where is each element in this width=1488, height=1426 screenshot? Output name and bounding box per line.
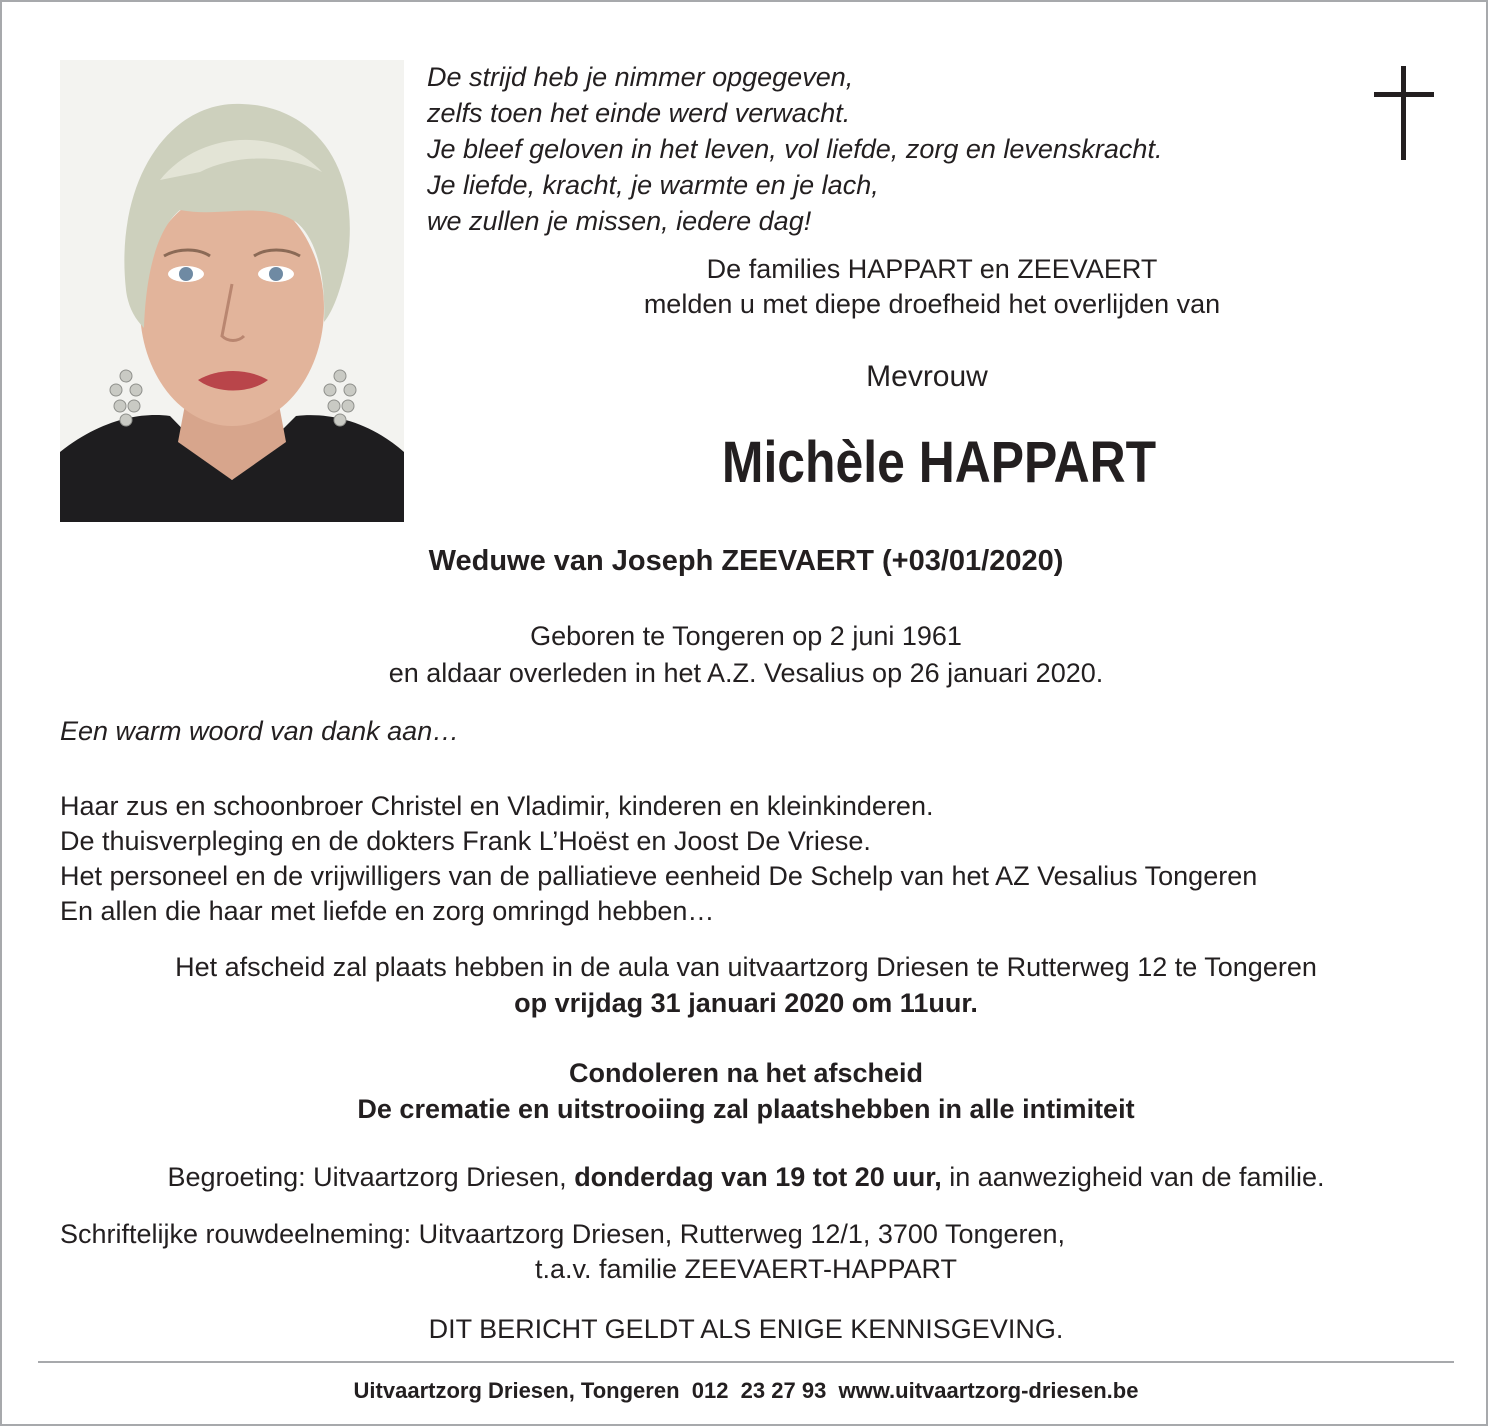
poem-line: we zullen je missen, iedere dag! [427, 206, 812, 236]
cross-icon [1374, 66, 1434, 162]
thanks-intro: Een warm woord van dank aan… [60, 716, 460, 746]
written-condolence-address: Schriftelijke rouwdeelneming: Uitvaartzorg Driesen, Rutterweg 12/1, 3700 Tongeren, [60, 1219, 1066, 1249]
birth-line: Geboren te Tongeren op 2 juni 1961 [530, 621, 962, 651]
thanks-item: De thuisverpleging en de dokters Frank L’Hoëst en Joost De Vriese. [60, 826, 871, 856]
thanks-list [60, 789, 1257, 929]
poem-line: De strijd heb je nimmer opgegeven, [427, 62, 854, 92]
thanks-item: En allen die haar met liefde en zorg omringd hebben… [60, 896, 715, 926]
farewell-location: Het afscheid zal plaats hebben in de aula van uitvaartzorg Driesen te Rutterweg 12 te Tongeren [175, 952, 1317, 982]
memorial-poem [427, 59, 1162, 239]
thanks-item: Haar zus en schoonbroer Christel en Vladimir, kinderen en kleinkinderen. [60, 791, 934, 821]
portrait-photo [60, 60, 404, 522]
portrait-image [60, 60, 404, 522]
greeting-suffix: in aanwezigheid van de familie. [941, 1162, 1325, 1192]
death-line: en aldaar overleden in het A.Z. Vesalius op 26 januari 2020. [388, 658, 1104, 688]
footer-contact: Uitvaartzorg Driesen, Tongeren 012 23 27 93 www.uitvaartzorg-driesen.be [353, 1378, 1139, 1403]
spouse-line: Weduwe van Joseph ZEEVAERT (+03/01/2020) [428, 545, 1064, 577]
footer-divider [38, 1361, 1454, 1363]
condolence-line: Condoleren na het afscheid [568, 1058, 924, 1088]
written-condolence-recipient: t.a.v. familie ZEEVAERT-HAPPART [534, 1254, 958, 1284]
announcement-line-1: De families HAPPART en ZEEVAERT [706, 254, 1158, 284]
thanks-item: Het personeel en de vrijwilligers van de palliatieve eenheid De Schelp van het AZ Vesalius Tongeren [60, 861, 1258, 891]
notice-line: DIT BERICHT GELDT ALS ENIGE KENNISGEVING. [428, 1314, 1064, 1344]
greeting-line [46, 1164, 1446, 1191]
farewell-date: op vrijdag 31 januari 2020 om 11uur. [514, 988, 978, 1018]
greeting-time: donderdag van 19 tot 20 uur, [574, 1162, 942, 1192]
cremation-line: De crematie en uitstrooiing zal plaatshebben in alle intimiteit [357, 1094, 1135, 1124]
poem-line: Je bleef geloven in het leven, vol liefde, zorg en levenskracht. [427, 134, 1163, 164]
poem-line: zelfs toen het einde werd verwacht. [427, 98, 851, 128]
greeting-prefix: Begroeting: Uitvaartzorg Driesen, [167, 1162, 575, 1192]
announcement-line-2: melden u met diepe droefheid het overlijden van [643, 289, 1221, 319]
poem-line: Je liefde, kracht, je warmte en je lach, [427, 170, 879, 200]
deceased-name: Michèle HAPPART [721, 430, 1157, 495]
salutation: Mevrouw [866, 360, 988, 393]
